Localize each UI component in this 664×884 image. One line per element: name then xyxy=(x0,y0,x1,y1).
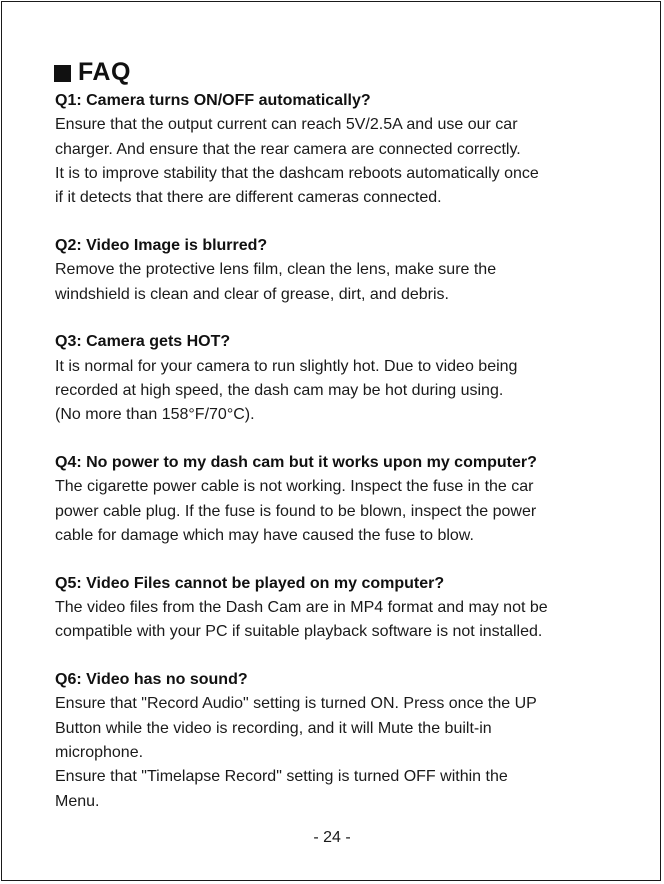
faq-answer-line: Button while the video is recording, and it will Mute the built-in xyxy=(55,719,492,737)
faq-answer-line: (No more than 158°F/70°C). xyxy=(55,406,255,424)
faq-item-4 xyxy=(55,451,625,548)
faq-item-3 xyxy=(55,330,625,427)
faq-question: Q2: Video Image is blurred? xyxy=(55,236,268,254)
faq-answer-line: windshield is clean and clear of grease, dirt, and debris. xyxy=(55,285,449,303)
faq-question: Q3: Camera gets HOT? xyxy=(55,333,231,351)
faq-answer-line: if it detects that there are different cameras connected. xyxy=(55,189,442,207)
faq-answer-line: It is normal for your camera to run slightly hot. Due to video being xyxy=(55,357,518,375)
faq-question: Q5: Video Files cannot be played on my computer? xyxy=(55,574,445,592)
faq-answer-line: Ensure that "Timelapse Record" setting is turned OFF within the xyxy=(55,768,508,786)
faq-item-6 xyxy=(55,668,625,814)
faq-answer-line: The video files from the Dash Cam are in MP4 format and may not be xyxy=(55,599,548,617)
faq-answer-line: recorded at high speed, the dash cam may be hot during using. xyxy=(55,381,504,399)
faq-item-5 xyxy=(55,572,625,645)
faq-answer-line: Remove the protective lens film, clean the lens, make sure the xyxy=(55,261,497,279)
faq-answer-line: cable for damage which may have caused the fuse to blow. xyxy=(55,526,474,544)
faq-list xyxy=(55,89,625,837)
faq-answer-line: power cable plug. If the fuse is found to be blown, inspect the power xyxy=(55,502,537,520)
faq-answer-line: microphone. xyxy=(55,744,144,762)
faq-item-2 xyxy=(55,234,625,307)
faq-answer-line: charger. And ensure that the rear camera are connected correctly. xyxy=(55,140,521,158)
square-bullet-icon xyxy=(54,65,71,82)
section-title: FAQ xyxy=(78,58,131,86)
faq-answer-line: It is to improve stability that the dashcam reboots automatically once xyxy=(55,164,539,182)
faq-answer-line: compatible with your PC if suitable playback software is not installed. xyxy=(55,623,543,641)
page-number: - 24 - xyxy=(313,829,351,846)
section-header xyxy=(54,58,131,87)
faq-question: Q4: No power to my dash cam but it works upon my computer? xyxy=(55,454,537,472)
faq-question: Q6: Video has no sound? xyxy=(55,671,248,689)
faq-question: Q1: Camera turns ON/OFF automatically? xyxy=(55,92,371,109)
faq-answer-line: Menu. xyxy=(55,792,100,810)
faq-item-1 xyxy=(55,89,625,210)
faq-answer-line: The cigarette power cable is not working. Inspect the fuse in the car xyxy=(55,478,534,496)
faq-answer-line: Ensure that the output current can reach 5V/2.5A and use our car xyxy=(55,116,518,134)
faq-answer-line: Ensure that "Record Audio" setting is turned ON. Press once the UP xyxy=(55,695,537,713)
